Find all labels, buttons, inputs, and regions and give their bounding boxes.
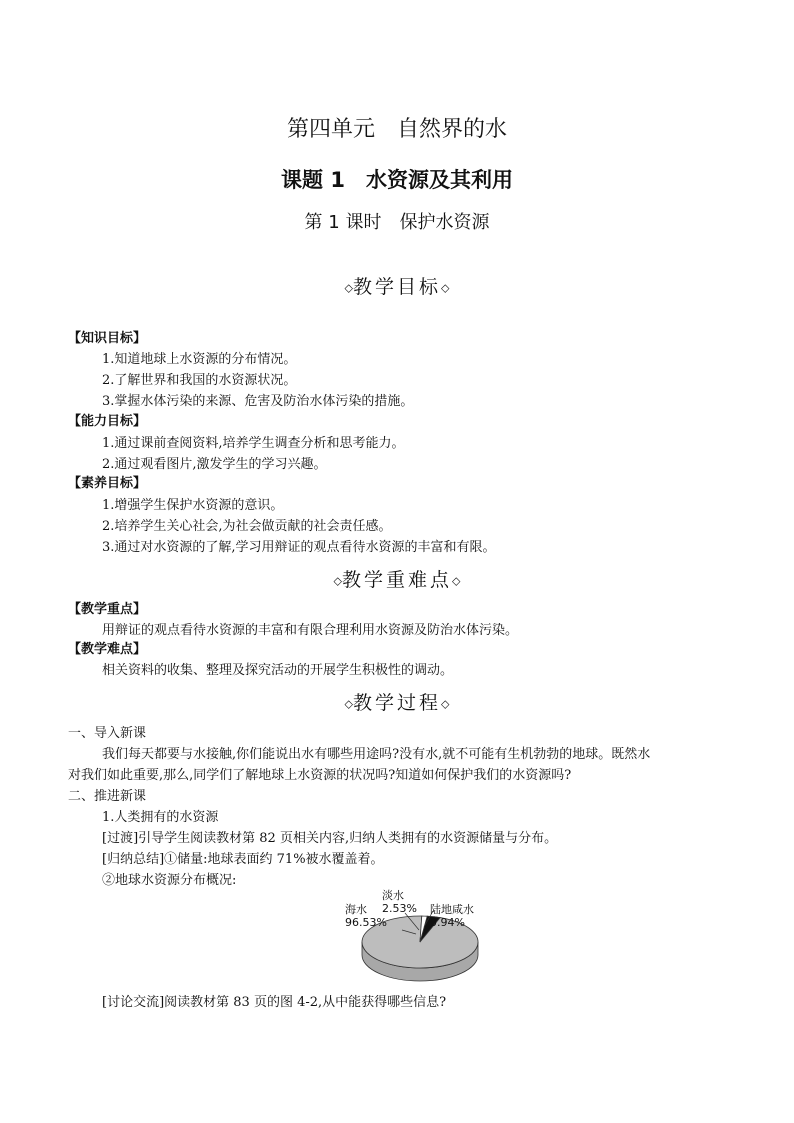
section-objectives-heading	[0, 272, 794, 299]
diamond-right-icon: ◇	[452, 574, 461, 588]
pie-label-land-saltwater	[430, 903, 474, 929]
unit-title: 第四单元 自然界的水	[286, 117, 507, 142]
difficulty-label: 【教学难点】	[68, 642, 147, 657]
quality-item: 1.增强学生保护水资源的意识。	[102, 498, 284, 513]
focus-text: 用辩证的观点看待水资源的丰富和有限合理利用水资源及防治水体污染。	[102, 623, 519, 638]
section-title: 教学重难点	[341, 569, 452, 591]
item-heading: 1.人类拥有的水资源	[102, 810, 219, 825]
difficulty-text: 相关资料的收集、整理及探究活动的开展学生积极性的调动。	[102, 663, 454, 678]
diamond-left-icon: ◇	[333, 574, 342, 588]
pie-label-value: 0.94%	[430, 916, 465, 929]
knowledge-item: 3.掌握水体污染的来源、危害及防治水体污染的措施。	[102, 394, 414, 409]
ability-item: 2.通过观看图片,激发学生的学习兴趣。	[102, 457, 327, 472]
pie-label-seawater	[345, 903, 387, 929]
distribution-text: ②地球水资源分布概况:	[102, 873, 237, 888]
discussion-text: [讨论交流]阅读教材第 83 页的图 4-2,从中能获得哪些信息?	[102, 995, 447, 1010]
pie-label-freshwater	[382, 889, 417, 915]
diamond-right-icon: ◇	[441, 281, 450, 295]
lesson-title: 第 1 课时 保护水资源	[304, 212, 490, 233]
quality-item: 2.培养学生关心社会,为社会做贡献的社会责任感。	[102, 519, 392, 534]
pie-label-value: 96.53%	[345, 916, 387, 929]
ability-item: 1.通过课前查阅资料,培养学生调查分析和思考能力。	[102, 436, 405, 451]
section-keypoints-heading	[0, 565, 794, 592]
section-title: 教学过程	[352, 692, 441, 714]
pie-label-name: 淡水	[382, 889, 404, 902]
transition-text: [过渡]引导学生阅读教材第 82 页相关内容,归纳人类拥有的水资源储量与分布。	[102, 831, 558, 846]
pie-label-value: 2.53%	[382, 902, 417, 915]
part1-paragraph-line: 对我们如此重要,那么,同学们了解地球上水资源的状况吗?知道如何保护我们的水资源吗?	[68, 768, 572, 783]
knowledge-item: 1.知道地球上水资源的分布情况。	[102, 352, 297, 367]
part1-paragraph-line: 我们每天都要与水接触,你们能说出水有哪些用途吗?没有水,就不可能有生机勃勃的地球。既然水	[102, 747, 651, 762]
topic-title: 课题 1 水资源及其利用	[281, 168, 513, 192]
quality-item: 3.通过对水资源的了解,学习用辩证的观点看待水资源的丰富和有限。	[102, 540, 496, 555]
section-process-heading	[0, 688, 794, 715]
diamond-right-icon: ◇	[441, 697, 450, 711]
part1-heading: 一、导入新课	[68, 726, 147, 741]
section-title: 教学目标	[352, 276, 441, 298]
focus-label: 【教学重点】	[68, 602, 147, 617]
part2-heading: 二、推进新课	[68, 789, 147, 804]
quality-label: 【素养目标】	[68, 476, 147, 491]
water-distribution-pie-chart	[330, 880, 510, 990]
ability-label: 【能力目标】	[68, 414, 147, 429]
pie-label-name: 海水	[345, 903, 367, 916]
knowledge-label: 【知识目标】	[68, 331, 147, 346]
diamond-left-icon: ◇	[344, 281, 353, 295]
pie-label-name: 陆地咸水	[430, 903, 474, 916]
knowledge-item: 2.了解世界和我国的水资源状况。	[102, 373, 297, 388]
diamond-left-icon: ◇	[344, 697, 353, 711]
summary-text: [归纳总结]①储量:地球表面约 71%被水覆盖着。	[102, 852, 384, 867]
